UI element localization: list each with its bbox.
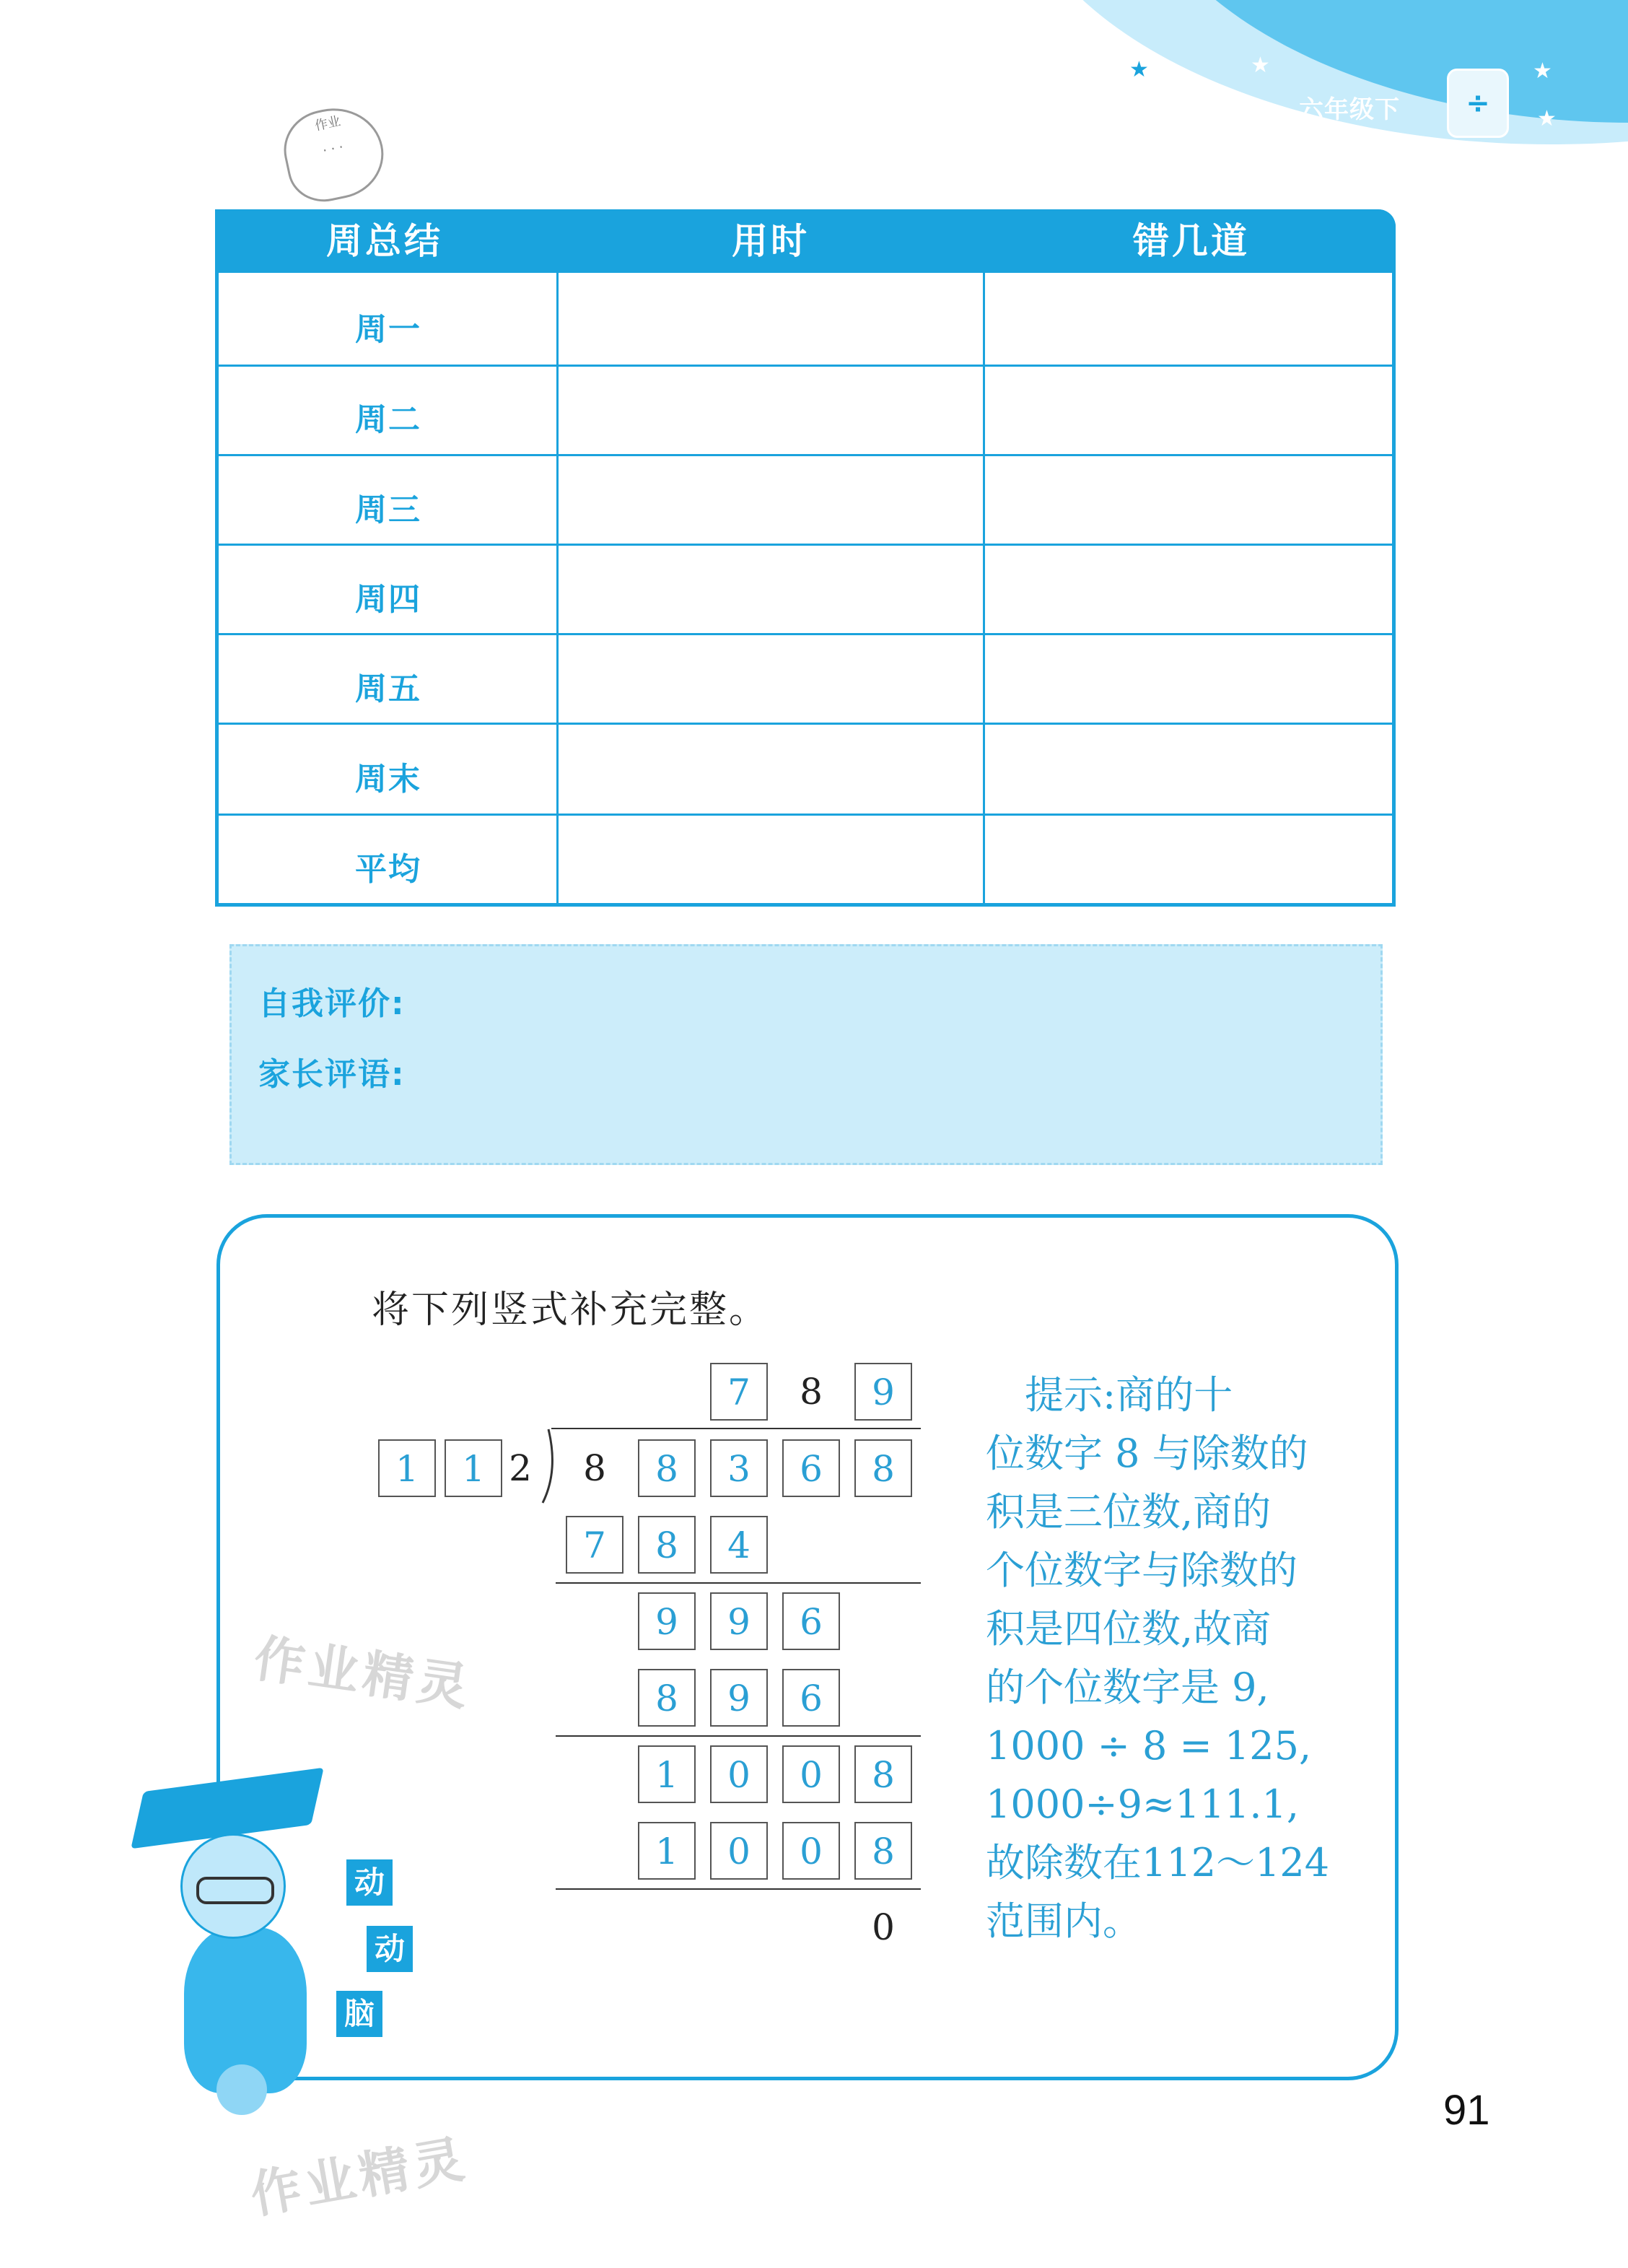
header-week: 周总结 — [326, 220, 443, 262]
problem-title: 将下列竖式补充完整。 — [372, 1288, 769, 1332]
step-digit: 9 — [710, 1669, 768, 1727]
mascot-glasses — [196, 1877, 274, 1904]
dividend-digit: 6 — [782, 1439, 840, 1497]
hint-line: 的个位数字是 9, — [986, 1665, 1269, 1710]
table-rule — [219, 365, 1392, 367]
step-digit: 1 — [638, 1822, 696, 1880]
step-digit: 9 — [638, 1592, 696, 1650]
divisor-digit: 1 — [378, 1439, 436, 1497]
quotient-digit: 7 — [710, 1363, 768, 1421]
watermark: 作业精灵 — [246, 2129, 473, 2225]
header-errors: 错几道 — [1133, 220, 1250, 262]
dividend-digit: 3 — [710, 1439, 768, 1497]
division-bar — [551, 1428, 921, 1429]
step-digit: 0 — [782, 1745, 840, 1803]
remainder-digit: 0 — [872, 1906, 895, 1948]
dividend-digit: 8 — [854, 1439, 912, 1497]
mascot-tag: 脑 — [336, 1991, 382, 2037]
row-label: 周五 — [355, 671, 421, 707]
mascot-tag: 动 — [346, 1859, 393, 1906]
watermark: 作业精灵 — [250, 1628, 476, 1718]
star-icon: ★ — [1251, 53, 1270, 78]
row-label: 周三 — [355, 492, 421, 528]
step-digit: 0 — [782, 1822, 840, 1880]
divisor-digit: 1 — [445, 1439, 502, 1497]
header-time: 用时 — [732, 220, 810, 262]
table-rule — [219, 723, 1392, 725]
step-digit: 8 — [854, 1822, 912, 1880]
row-label: 周四 — [355, 581, 421, 618]
divisor-digit: 2 — [509, 1447, 532, 1489]
table-rule — [219, 454, 1392, 456]
dice-icon: ÷ — [1447, 69, 1509, 138]
quotient-digit: 8 — [800, 1371, 823, 1413]
step-digit: 0 — [710, 1822, 768, 1880]
row-label: 周一 — [355, 311, 421, 348]
self-evaluation-label: 自我评价: — [258, 985, 406, 1022]
step-digit: 0 — [710, 1745, 768, 1803]
star-icon: ★ — [1537, 106, 1557, 131]
star-icon: ★ — [1533, 58, 1552, 84]
mascot-tag: 动 — [367, 1926, 413, 1972]
dividend-digit: 8 — [638, 1439, 696, 1497]
step-digit: 9 — [710, 1592, 768, 1650]
step-digit: 8 — [854, 1745, 912, 1803]
hint-line: 故除数在112～124 — [986, 1840, 1330, 1885]
subtraction-line — [556, 1735, 921, 1737]
hint-line: 个位数字与除数的 — [986, 1548, 1297, 1593]
step-digit: 6 — [782, 1669, 840, 1727]
table-rule — [219, 544, 1392, 546]
step-digit: 8 — [638, 1516, 696, 1574]
star-icon: ★ — [1129, 57, 1149, 82]
hint-line: 范围内。 — [986, 1898, 1142, 1944]
table-rule — [219, 633, 1392, 635]
hint-line: 积是三位数,商的 — [986, 1489, 1272, 1535]
subtraction-line — [556, 1888, 921, 1890]
step-digit: 1 — [638, 1745, 696, 1803]
row-label: 周末 — [355, 761, 421, 798]
row-label: 平均 — [355, 851, 421, 888]
table-rule — [219, 814, 1392, 816]
page-number: 91 — [1443, 2087, 1490, 2134]
hint-line: 1000 ÷ 8 = 125, — [986, 1723, 1312, 1768]
hint-line: 1000÷9≈111.1, — [986, 1781, 1300, 1827]
hint-text — [986, 1366, 1330, 1950]
grade-label: 六年级下 — [1299, 95, 1400, 124]
hint-line: 积是四位数,故商 — [986, 1606, 1272, 1652]
subtraction-line — [556, 1582, 921, 1584]
step-digit: 7 — [566, 1516, 623, 1574]
hint-line: 位数字 8 与除数的 — [986, 1431, 1308, 1476]
row-label: 周二 — [355, 401, 421, 438]
parent-comment-label: 家长评语: — [258, 1056, 406, 1093]
hint-line: 提示:商的十 — [986, 1372, 1233, 1418]
table-divider — [983, 273, 985, 907]
quotient-digit: 9 — [854, 1363, 912, 1421]
dividend-digit: 8 — [583, 1447, 606, 1489]
step-digit: 4 — [710, 1516, 768, 1574]
step-digit: 6 — [782, 1592, 840, 1650]
stamp-logo: 作业 · · · — [276, 99, 391, 209]
mascot-leg — [216, 2064, 267, 2115]
division-bracket — [540, 1428, 561, 1507]
step-digit: 8 — [638, 1669, 696, 1727]
